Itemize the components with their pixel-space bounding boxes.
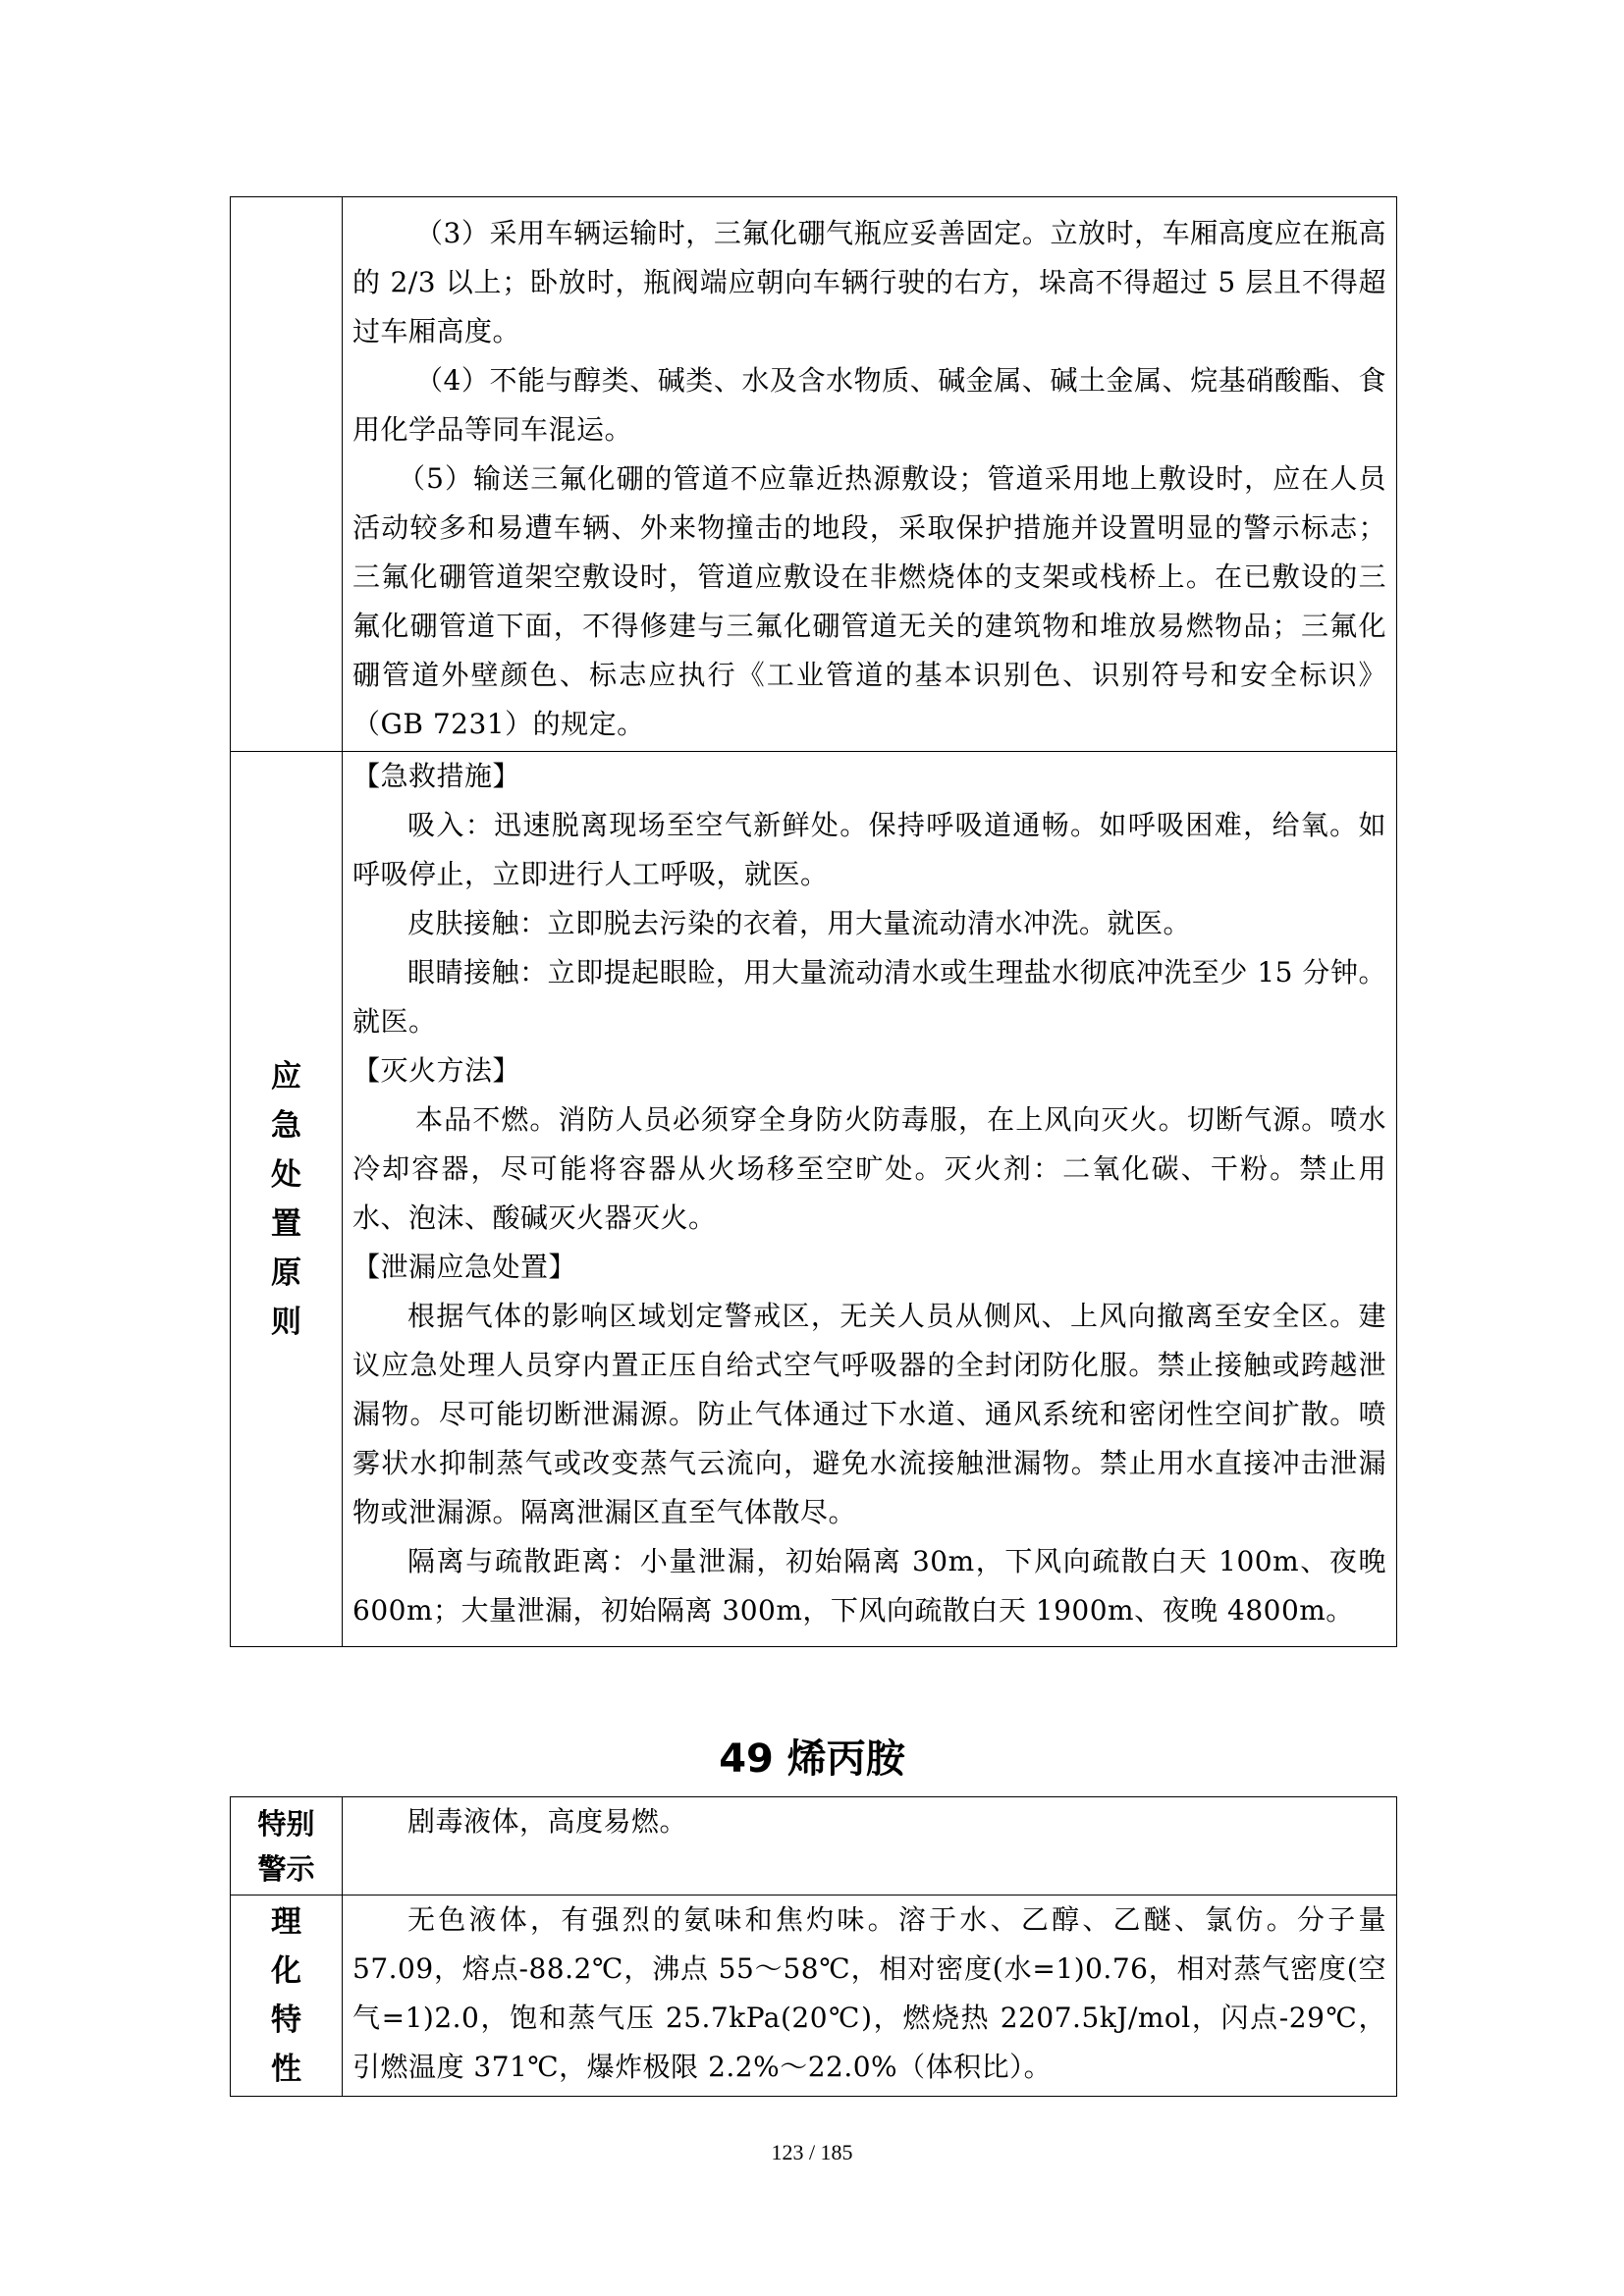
properties-text: 无色液体，有强烈的氨味和焦灼味。溶于水、乙醇、乙醚、氯仿。分子量 57.09，熔点-88.2℃，沸点 55～58℃，相对密度(水=1)0.76，相对蒸气密度(空气=1)2.0，饱和蒸气压 25.7kPa(20℃)，燃烧热 2207.5kJ/mol，闪点-29℃，引燃温度 371℃，爆炸极限 2.2%～22.0%（体积比）。 [352,1903,1386,2083]
emergency-label-cell [231,752,343,1647]
emergency-label: 应 急 处 置 原 则 [271,1058,301,1340]
first-aid-inhalation: 吸入：迅速脱离现场至空气新鲜处。保持呼吸道通畅。如呼吸困难，给氧。如呼吸停止，立即进行人工呼吸，就医。 [352,809,1386,890]
storage-transport-row [231,197,1397,752]
warning-label-line2: 警示 [257,1851,315,1886]
emergency-content-cell [343,752,1397,1647]
fire-text: 本品不燃。消防人员必须穿全身防火防毒服，在上风向灭火。切断气源。喷水冷却容器，尽可能将容器从火场移至空旷处。灭火剂：二氧化碳、干粉。禁止用水、泡沫、酸碱灭火器灭火。 [352,1103,1386,1234]
properties-row [231,1896,1397,2097]
properties-label: 理 化 特 性 [271,1904,301,2087]
storage-transport-label-cell [231,197,343,752]
storage-transport-content-cell [343,197,1397,752]
properties-label-cell [231,1896,343,2097]
warning-text: 剧毒液体，高度易燃。 [407,1805,688,1838]
warning-label-line1: 特别 [257,1806,315,1841]
warning-content-cell [343,1797,1397,1896]
transport-paragraph-4: （4）不能与醇类、碱类、水及含水物质、碱金属、碱土金属、烷基硝酸酯、食用化学品等同车混运。 [352,364,1386,446]
fire-heading: 【灭火方法】 [352,1054,521,1087]
leak-heading: 【泄漏应急处置】 [352,1251,577,1283]
allylamine-table [230,1796,1397,2097]
transport-paragraph-3: （3）采用车辆运输时，三氟化硼气瓶应妥善固定。立放时，车厢高度应在瓶高的 2/3 以上；卧放时，瓶阀端应朝向车辆行驶的右方，垛高不得超过 5 层且不得超过车厢高度。 [352,217,1386,347]
warning-row [231,1797,1397,1896]
evacuation-distance: 隔离与疏散距离：小量泄漏，初始隔离 30m，下风向疏散白天 100m、夜晚 600m；大量泄漏，初始隔离 300m，下风向疏散白天 1900m、夜晚 4800m。 [352,1545,1386,1627]
leak-text: 根据气体的影响区域划定警戒区，无关人员从侧风、上风向撤离至安全区。建议应急处理人员穿内置正压自给式空气呼吸器的全封闭防化服。禁止接触或跨越泄漏物。尽可能切断泄漏源。防止气体通过下水道、通风系统和密闭性空间扩散。喷雾状水抑制蒸气或改变蒸气云流向，避免水流接触泄漏物。禁止用水直接冲击泄漏物或泄漏源。隔离泄漏区直至气体散尽。 [352,1300,1386,1528]
first-aid-heading: 【急救措施】 [352,760,521,792]
first-aid-skin: 皮肤接触：立即脱去污染的衣着，用大量流动清水冲洗。就医。 [407,907,1192,939]
emergency-row [231,752,1397,1647]
transport-paragraph-5: （5）输送三氟化硼的管道不应靠近热源敷设；管道采用地上敷设时，应在人员活动较多和易遭车辆、外来物撞击的地段，采取保护措施并设置明显的警示标志；三氟化硼管道架空敷设时，管道应敷设在非燃烧体的支架或栈桥上。在已敷设的三氟化硼管道下面，不得修建与三氟化硼管道无关的建筑物和堆放易燃物品；三氟化硼管道外壁颜色、标志应执行《工业管道的基本识别色、识别符号和安全标识》（GB 7231）的规定。 [352,462,1386,740]
section-title: 49 烯丙胺 [719,1736,905,1782]
properties-content-cell [343,1896,1397,2097]
warning-label-cell [231,1797,343,1896]
first-aid-eyes: 眼睛接触：立即提起眼睑，用大量流动清水或生理盐水彻底冲洗至少 15 分钟。就医。 [352,956,1386,1038]
page-number: 123 / 185 [771,2140,853,2164]
hazard-info-table-continued [230,196,1397,1647]
